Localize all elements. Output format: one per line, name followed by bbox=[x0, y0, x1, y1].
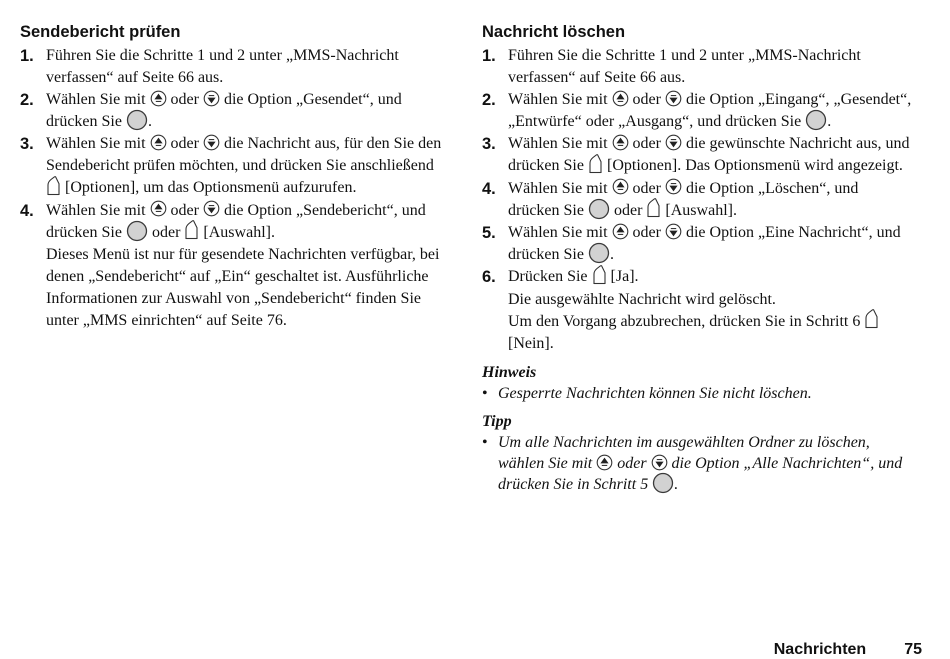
step-2: 2. Wählen Sie mit oder die Option „Eingang“, „Gesendet“, „Entwürfe“ oder „Ausgang“, und drücken Sie . bbox=[482, 91, 912, 130]
center-key-icon bbox=[126, 220, 148, 242]
nav-down-icon bbox=[665, 134, 682, 151]
nav-down-icon bbox=[665, 178, 682, 195]
nav-up-icon bbox=[596, 454, 613, 471]
soft-key-icon bbox=[592, 264, 607, 286]
step-4-description: Dieses Menü ist nur für gesendete Nachrichten verfügbar, bei denen „Sendebericht“ auf „Ein“ geschaltet ist. Ausführliche Informationen zur Auswahl von „Sendebericht“ finden Sie unter „MMS einrichten“ auf Seite 76. bbox=[46, 245, 440, 329]
center-key-icon bbox=[588, 198, 610, 220]
step-3: 3. Wählen Sie mit oder die Nachricht aus, für den Sie den Sendebericht prüfen möchten, und drücken Sie anschließend [Optionen], um das Optionsmenü aufzurufen. bbox=[20, 135, 442, 197]
nav-down-icon bbox=[665, 223, 682, 240]
step-1: 1. Führen Sie die Schritte 1 und 2 unter „MMS-Nachricht verfassen“ auf Seite 66 aus. bbox=[20, 47, 399, 86]
section-title-loeschen: Nachricht löschen bbox=[482, 23, 626, 41]
tipp-heading: Tipp bbox=[482, 412, 512, 430]
step-number: 2. bbox=[482, 91, 496, 109]
nav-up-icon bbox=[612, 134, 629, 151]
step-number: 4. bbox=[482, 179, 496, 198]
nav-down-icon bbox=[203, 134, 220, 151]
step-number: 3. bbox=[482, 135, 496, 154]
nav-up-icon bbox=[612, 90, 629, 107]
step-number: 2. bbox=[20, 91, 34, 109]
nav-down-icon bbox=[203, 90, 220, 107]
nav-up-icon bbox=[150, 134, 167, 151]
soft-key-icon bbox=[46, 175, 61, 197]
nav-down-icon bbox=[665, 90, 682, 107]
soft-key-icon bbox=[184, 219, 199, 241]
bullet: • bbox=[482, 384, 488, 402]
tipp-item: • Um alle Nachrichten im ausgewählten Ordner zu löschen, wählen Sie mit oder die Option „Alle Nachrichten“, und drücken Sie in Schritt 5 . bbox=[482, 433, 903, 493]
hinweis-heading: Hinweis bbox=[482, 363, 537, 381]
soft-key-icon bbox=[588, 153, 603, 175]
center-key-icon bbox=[805, 109, 827, 131]
nav-down-icon bbox=[203, 200, 220, 217]
center-key-icon bbox=[126, 109, 148, 131]
step-6: 6. Drücken Sie [Ja]. Die ausgewählte Nachricht wird gelöscht. Um den Vorgang abzubrechen, drücken Sie in Schritt 6 [Nein]. bbox=[482, 266, 912, 355]
footer-section-name: Nachrichten bbox=[773, 641, 867, 658]
step-number: 1. bbox=[20, 47, 34, 65]
step-number: 3. bbox=[20, 135, 34, 154]
page-number: 75 bbox=[904, 641, 922, 658]
center-key-icon bbox=[652, 472, 674, 494]
page-footer bbox=[774, 641, 922, 659]
soft-key-icon bbox=[646, 197, 661, 219]
nav-up-icon bbox=[612, 178, 629, 195]
nav-up-icon bbox=[150, 90, 167, 107]
section-title-sendebericht: Sendebericht prüfen bbox=[20, 23, 181, 41]
step-4: 4. Wählen Sie mit oder die Option „Sendebericht“, und drücken Sie oder [Auswahl]. Dieses Menü ist nur für gesendete Nachrichten verfügbar, bei denen „Sendebericht“ auf „Ein“ geschaltet ist. Ausführliche Informationen zur Auswahl von „Sendebericht“ finden Sie unter „MMS einrichten“ auf Seite 76. bbox=[20, 200, 445, 332]
hinweis-item: • Gesperrte Nachrichten können Sie nicht löschen. bbox=[482, 384, 812, 402]
nav-down-icon bbox=[651, 454, 668, 471]
step-number: 5. bbox=[482, 223, 496, 242]
nav-up-icon bbox=[150, 200, 167, 217]
left-column bbox=[20, 22, 445, 332]
step-6-cancel-hint: Um den Vorgang abzubrechen, drücken Sie in Schritt 6 [Nein]. bbox=[508, 311, 912, 355]
step-number: 4. bbox=[20, 201, 34, 220]
step-5: 5. Wählen Sie mit oder die Option „Eine Nachricht“, und drücken Sie . bbox=[482, 223, 901, 263]
step-2: 2. Wählen Sie mit oder die Option „Gesendet“, und drücken Sie . bbox=[20, 91, 402, 130]
step-number: 1. bbox=[482, 47, 496, 65]
step-3: 3. Wählen Sie mit oder die gewünschte Nachricht aus, und drücken Sie [Optionen]. Das Optionsmenü wird angezeigt. bbox=[482, 135, 910, 175]
step-number: 6. bbox=[482, 268, 496, 287]
soft-key-icon bbox=[864, 308, 879, 330]
bullet: • bbox=[482, 433, 488, 451]
nav-up-icon bbox=[612, 223, 629, 240]
step-1: 1. Führen Sie die Schritte 1 und 2 unter „MMS-Nachricht verfassen“ auf Seite 66 aus. bbox=[482, 47, 861, 86]
center-key-icon bbox=[588, 242, 610, 264]
step-6-result: Die ausgewählte Nachricht wird gelöscht. bbox=[508, 290, 776, 308]
right-column bbox=[482, 22, 912, 496]
step-4: 4. Wählen Sie mit oder die Option „Löschen“, und drücken Sie oder [Auswahl]. bbox=[482, 179, 859, 219]
